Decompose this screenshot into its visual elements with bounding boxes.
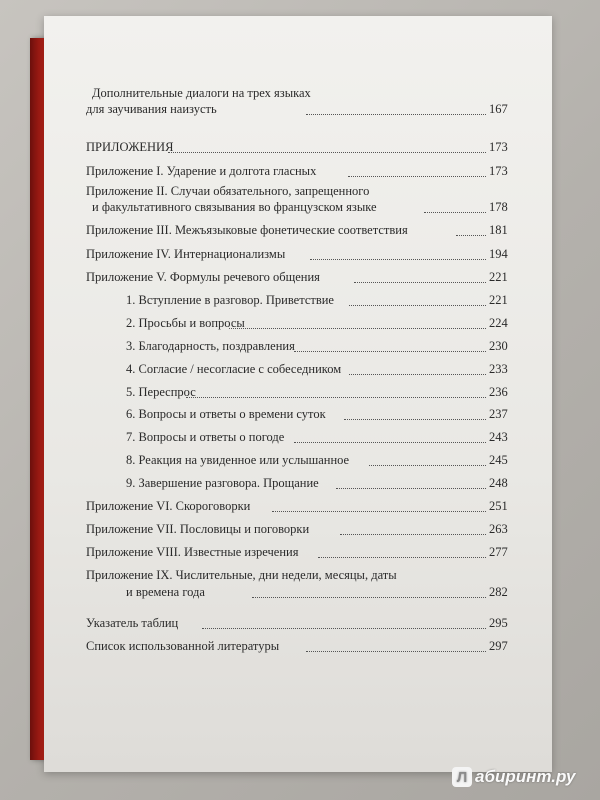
toc-page-number: 236 bbox=[489, 385, 508, 399]
toc-page-number: 233 bbox=[489, 362, 508, 376]
toc-dot-leader bbox=[310, 259, 486, 260]
toc-entry-title: Приложение I. Ударение и долгота гласных bbox=[86, 164, 317, 178]
toc-page-number: 221 bbox=[489, 293, 508, 307]
toc-entry bbox=[44, 430, 552, 450]
toc-dot-leader bbox=[369, 465, 486, 466]
toc-page-number: 277 bbox=[489, 545, 508, 559]
toc-entry-title: 1. Вступление в разговор. Приветствие bbox=[126, 293, 334, 307]
toc-page-number: 230 bbox=[489, 339, 508, 353]
toc-dot-leader bbox=[349, 374, 486, 375]
toc-entry-title: Указатель таблиц bbox=[86, 616, 179, 630]
toc-page-number: 251 bbox=[489, 499, 508, 513]
toc-page-number: 295 bbox=[489, 616, 508, 630]
toc-page-number: 245 bbox=[489, 453, 508, 467]
watermark-text: абиринт.ру bbox=[475, 767, 576, 786]
toc-entry-title: 6. Вопросы и ответы о времени суток bbox=[126, 407, 326, 421]
toc-entry-title: Приложение VII. Пословицы и поговорки bbox=[86, 522, 310, 536]
toc-entry-title: 5. Переспрос bbox=[126, 385, 196, 399]
toc-entry bbox=[44, 223, 552, 243]
toc-page-number: 181 bbox=[489, 223, 508, 237]
toc-entry-title: Список использованной литературы bbox=[86, 639, 280, 653]
toc-page-number: 297 bbox=[489, 639, 508, 653]
toc-dot-leader bbox=[294, 351, 486, 352]
toc-dot-leader bbox=[202, 628, 486, 629]
toc-entry-title: 9. Завершение разговора. Прощание bbox=[126, 476, 319, 490]
toc-entry bbox=[44, 499, 552, 519]
toc-entry-title: Приложение V. Формулы речевого общения bbox=[86, 270, 320, 284]
toc-page-number: 224 bbox=[489, 316, 508, 330]
toc-entry bbox=[44, 184, 552, 220]
toc-page-number: 173 bbox=[489, 140, 508, 154]
toc-dot-leader bbox=[168, 152, 486, 153]
table-of-contents bbox=[44, 16, 552, 772]
toc-entry bbox=[44, 639, 552, 659]
toc-page-number: 248 bbox=[489, 476, 508, 490]
toc-dot-leader bbox=[348, 176, 486, 177]
toc-entry bbox=[44, 316, 552, 336]
toc-entry bbox=[44, 339, 552, 359]
toc-dot-leader bbox=[306, 651, 486, 652]
watermark-logo bbox=[452, 763, 575, 791]
toc-entry bbox=[44, 453, 552, 473]
toc-entry-title: Приложение II. Случаи обязательного, запрещенного bbox=[86, 184, 370, 198]
toc-entry bbox=[44, 545, 552, 565]
toc-entry-title: Приложение III. Межъязыковые фонетические соответствия bbox=[86, 223, 408, 237]
toc-entry bbox=[44, 164, 552, 184]
toc-dot-leader bbox=[456, 235, 486, 236]
toc-entry-title: 8. Реакция на увиденное или услышанное bbox=[126, 453, 350, 467]
toc-page-number: 194 bbox=[489, 247, 508, 261]
toc-dot-leader bbox=[340, 534, 486, 535]
toc-page-number: 167 bbox=[489, 102, 508, 116]
toc-entry-title: 2. Просьбы и вопросы bbox=[126, 316, 245, 330]
toc-entry-title: Приложение IX. Числительные, дни недели, месяцы, даты bbox=[86, 568, 397, 582]
toc-page-number: 237 bbox=[489, 407, 508, 421]
toc-dot-leader bbox=[344, 419, 486, 420]
toc-dot-leader bbox=[229, 328, 486, 329]
toc-entry-title: ПРИЛОЖЕНИЯ bbox=[86, 140, 174, 154]
toc-entry-title: Приложение VI. Скороговорки bbox=[86, 499, 251, 513]
toc-dot-leader bbox=[349, 305, 486, 306]
toc-entry-title: 7. Вопросы и ответы о погоде bbox=[126, 430, 285, 444]
toc-entry bbox=[44, 247, 552, 267]
toc-dot-leader bbox=[336, 488, 486, 489]
toc-page-number: 173 bbox=[489, 164, 508, 178]
toc-page-number: 221 bbox=[489, 270, 508, 284]
toc-dot-leader bbox=[252, 597, 486, 598]
toc-entry-title: 4. Согласие / несогласие с собеседником bbox=[126, 362, 342, 376]
toc-entry bbox=[44, 616, 552, 636]
toc-entry-title: Приложение VIII. Известные изречения bbox=[86, 545, 299, 559]
toc-dot-leader bbox=[424, 212, 486, 213]
toc-dot-leader bbox=[294, 442, 486, 443]
toc-dot-leader bbox=[354, 282, 486, 283]
toc-entry bbox=[44, 140, 552, 160]
toc-dot-leader bbox=[318, 557, 486, 558]
toc-entry bbox=[44, 522, 552, 542]
toc-dot-leader bbox=[306, 114, 486, 115]
toc-entry-title: для заучивания наизусть bbox=[86, 102, 217, 116]
toc-entry-title: Дополнительные диалоги на трех языках bbox=[92, 86, 311, 100]
toc-page-number: 263 bbox=[489, 522, 508, 536]
toc-page-number: 178 bbox=[489, 200, 508, 214]
toc-entry bbox=[44, 385, 552, 405]
toc-entry bbox=[44, 270, 552, 290]
toc-dot-leader bbox=[186, 397, 486, 398]
toc-entry bbox=[44, 407, 552, 427]
toc-entry-title: и времена года bbox=[126, 585, 205, 599]
toc-entry-title: 3. Благодарность, поздравления bbox=[126, 339, 295, 353]
toc-entry bbox=[44, 293, 552, 313]
toc-dot-leader bbox=[272, 511, 486, 512]
toc-page-number: 282 bbox=[489, 585, 508, 599]
toc-entry-title: Приложение IV. Интернационализмы bbox=[86, 247, 286, 261]
toc-entry bbox=[44, 568, 552, 604]
toc-entry bbox=[44, 86, 552, 122]
toc-entry bbox=[44, 362, 552, 382]
toc-page-number: 243 bbox=[489, 430, 508, 444]
labirint-logo-icon: Л bbox=[452, 767, 472, 787]
toc-entry bbox=[44, 476, 552, 496]
book-page bbox=[44, 16, 552, 772]
toc-entry-title: и факультативного связывания во французском языке bbox=[92, 200, 377, 214]
